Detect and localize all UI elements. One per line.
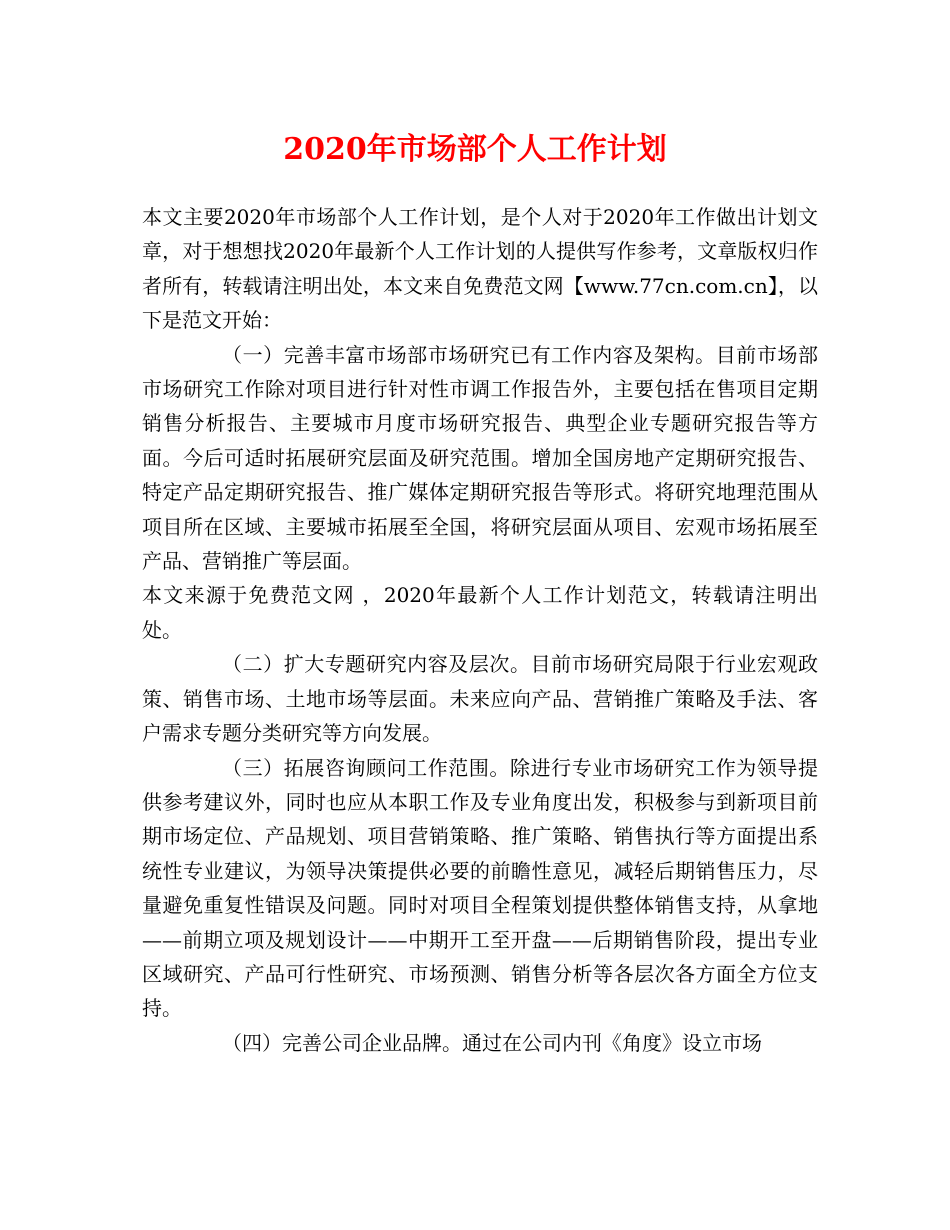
section-4-paragraph: （四）完善公司企业品牌。通过在公司内刊《角度》设立市场 (222, 1030, 762, 1055)
document-title: 2020年市场部个人工作计划 (283, 132, 667, 167)
document-body (142, 200, 818, 1060)
intro-paragraph: 本文主要2020年市场部个人工作计划，是个人对于2020年工作做出计划文章，对于想想找2020年最新个人工作计划的人提供写作参考，文章版权归作者所有，转载请注明出处，本文来自免费范文网【www.77cn.com.cn】，以下是范文开始： (142, 205, 818, 333)
section-2-paragraph: （二）扩大专题研究内容及层次。目前市场研究局限于行业宏观政策、销售市场、土地市场等层面。未来应向产品、营销推广策略及手法、客户需求专题分类研究等方向发展。 (142, 652, 818, 746)
section-3-paragraph: （三）拓展咨询顾问工作范围。除进行专业市场研究工作为领导提供参考建议外，同时也应从本职工作及专业角度出发，积极参与到新项目前期市场定位、产品规划、项目营销策略、推广策略、销售执行等方面提出系统性专业建议，为领导决策提供必要的前瞻性意见，减轻后期销售压力，尽量避免重复性错误及问题。同时对项目全程策划提供整体销售支持，从拿地——前期立项及规划设计——中期开工至开盘——后期销售阶段，提出专业区域研究、产品可行性研究、市场预测、销售分析等各层次各方面全方位支持。 (142, 755, 818, 1021)
section-1-paragraph: （一）完善丰富市场部市场研究已有工作内容及架构。目前市场部市场研究工作除对项目进行针对性市调工作报告外，主要包括在售项目定期销售分析报告、主要城市月度市场研究报告、典型企业专题研究报告等方面。今后可适时拓展研究层面及研究范围。增加全国房地产定期研究报告、特定产品定期研究报告、推广媒体定期研究报告等形式。将研究地理范围从项目所在区域、主要城市拓展至全国，将研究层面从项目、宏观市场拓展至产品、营销推广等层面。 (142, 342, 818, 574)
source-note-paragraph: 本文来源于免费范文网 ，2020年最新个人工作计划范文，转载请注明出处。 (142, 583, 818, 642)
